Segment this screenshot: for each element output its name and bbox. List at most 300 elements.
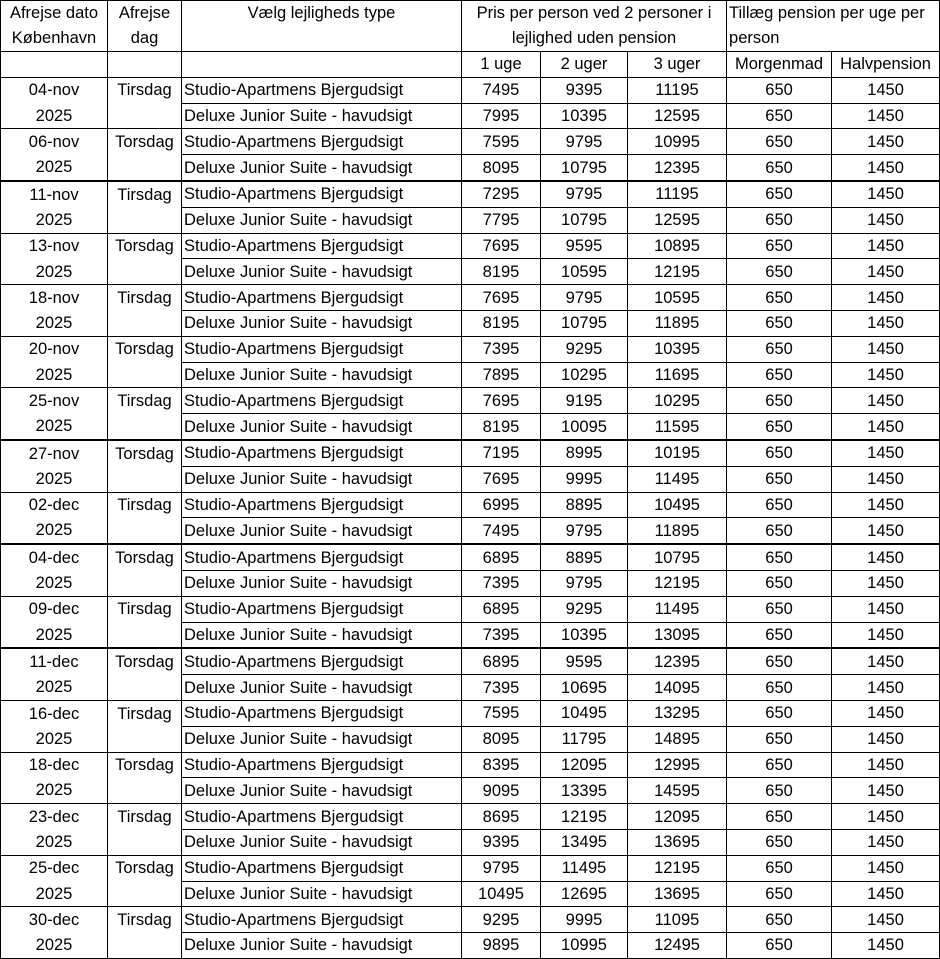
table-row: [1, 207, 940, 233]
price-week3-cell: 10995: [628, 129, 727, 155]
halfboard-cell: 1450: [832, 855, 940, 881]
breakfast-cell: 650: [727, 907, 832, 933]
header-departure-date: Afrejse dato København: [1, 1, 108, 52]
date-cell: 04-nov: [1, 77, 108, 103]
price-week3-cell: 11595: [628, 414, 727, 440]
price-week2-cell: 10695: [541, 675, 628, 701]
table-row: [1, 440, 940, 466]
apartment-type-cell: Studio-Apartmens Bjergudsigt: [182, 907, 462, 933]
price-week2-cell: 10795: [541, 155, 628, 181]
price-week1-cell: 6995: [462, 492, 541, 518]
year-cell: 2025: [1, 207, 108, 233]
price-week2-cell: 12195: [541, 804, 628, 830]
table-row: [1, 648, 940, 674]
halfboard-cell: 1450: [832, 310, 940, 336]
price-week3-cell: 11495: [628, 596, 727, 622]
breakfast-cell: 650: [727, 752, 832, 778]
day-cell: Tirsdag: [108, 181, 182, 207]
price-week1-cell: 7795: [462, 207, 541, 233]
apartment-type-cell: Studio-Apartmens Bjergudsigt: [182, 181, 462, 207]
year-cell: 2025: [1, 829, 108, 855]
price-week1-cell: 7595: [462, 700, 541, 726]
date-cell: 13-nov: [1, 233, 108, 259]
year-cell: 2025: [1, 675, 108, 701]
day-cell: Torsdag: [108, 648, 182, 674]
price-week3-cell: 12495: [628, 933, 727, 959]
table-row: [1, 492, 940, 518]
price-week2-cell: 9795: [541, 181, 628, 207]
table-row: [1, 388, 940, 414]
breakfast-cell: 650: [727, 518, 832, 544]
table-body: [1, 77, 940, 958]
apartment-type-cell: Studio-Apartmens Bjergudsigt: [182, 855, 462, 881]
apartment-type-cell: Deluxe Junior Suite - havudsigt: [182, 466, 462, 492]
breakfast-cell: 650: [727, 778, 832, 804]
price-week1-cell: 8195: [462, 259, 541, 285]
halfboard-cell: 1450: [832, 933, 940, 959]
apartment-type-cell: Deluxe Junior Suite - havudsigt: [182, 933, 462, 959]
price-week1-cell: 7395: [462, 675, 541, 701]
header-empty-3: [182, 52, 462, 78]
price-week1-cell: 6895: [462, 596, 541, 622]
table-row: [1, 285, 940, 311]
date-cell: 25-dec: [1, 855, 108, 881]
breakfast-cell: 650: [727, 129, 832, 155]
header-week-1: 1 uge: [462, 52, 541, 78]
day-empty-cell: [108, 518, 182, 544]
price-week1-cell: 8395: [462, 752, 541, 778]
price-week2-cell: 9595: [541, 648, 628, 674]
price-week3-cell: 14095: [628, 675, 727, 701]
year-cell: 2025: [1, 466, 108, 492]
apartment-type-cell: Studio-Apartmens Bjergudsigt: [182, 336, 462, 362]
price-week1-cell: 9295: [462, 907, 541, 933]
year-cell: 2025: [1, 778, 108, 804]
halfboard-cell: 1450: [832, 778, 940, 804]
breakfast-cell: 650: [727, 570, 832, 596]
price-week3-cell: 10495: [628, 492, 727, 518]
day-cell: Torsdag: [108, 129, 182, 155]
price-week1-cell: 7395: [462, 570, 541, 596]
price-week3-cell: 13295: [628, 700, 727, 726]
price-week3-cell: 12195: [628, 570, 727, 596]
price-week2-cell: 10595: [541, 259, 628, 285]
date-cell: 23-dec: [1, 804, 108, 830]
date-cell: 30-dec: [1, 907, 108, 933]
breakfast-cell: 650: [727, 440, 832, 466]
price-week1-cell: 9395: [462, 829, 541, 855]
header-pension-group: Tillæg pension per uge per person: [727, 1, 940, 52]
table-row: [1, 259, 940, 285]
date-cell: 16-dec: [1, 700, 108, 726]
price-week1-cell: 8195: [462, 414, 541, 440]
table-row: [1, 544, 940, 570]
price-week3-cell: 14595: [628, 778, 727, 804]
day-empty-cell: [108, 103, 182, 129]
halfboard-cell: 1450: [832, 700, 940, 726]
apartment-type-cell: Studio-Apartmens Bjergudsigt: [182, 596, 462, 622]
table-row: [1, 466, 940, 492]
date-cell: 09-dec: [1, 596, 108, 622]
apartment-type-cell: Studio-Apartmens Bjergudsigt: [182, 388, 462, 414]
price-week1-cell: 6895: [462, 648, 541, 674]
day-cell: Torsdag: [108, 440, 182, 466]
price-week3-cell: 12195: [628, 259, 727, 285]
price-week3-cell: 11895: [628, 310, 727, 336]
breakfast-cell: 650: [727, 829, 832, 855]
halfboard-cell: 1450: [832, 726, 940, 752]
day-empty-cell: [108, 207, 182, 233]
day-cell: Tirsdag: [108, 700, 182, 726]
halfboard-cell: 1450: [832, 492, 940, 518]
table-row: [1, 181, 940, 207]
date-cell: 20-nov: [1, 336, 108, 362]
price-week1-cell: 7895: [462, 362, 541, 388]
price-week3-cell: 14895: [628, 726, 727, 752]
date-cell: 02-dec: [1, 492, 108, 518]
day-empty-cell: [108, 362, 182, 388]
day-empty-cell: [108, 829, 182, 855]
day-empty-cell: [108, 726, 182, 752]
price-week3-cell: 10195: [628, 440, 727, 466]
price-week2-cell: 12695: [541, 881, 628, 907]
table-row: [1, 129, 940, 155]
table-row: [1, 829, 940, 855]
breakfast-cell: 650: [727, 155, 832, 181]
breakfast-cell: 650: [727, 466, 832, 492]
apartment-type-cell: Studio-Apartmens Bjergudsigt: [182, 233, 462, 259]
breakfast-cell: 650: [727, 700, 832, 726]
apartment-type-cell: Studio-Apartmens Bjergudsigt: [182, 77, 462, 103]
date-cell: 11-nov: [1, 181, 108, 207]
price-week3-cell: 12595: [628, 207, 727, 233]
price-week2-cell: 9795: [541, 129, 628, 155]
price-week2-cell: 11795: [541, 726, 628, 752]
table-row: [1, 596, 940, 622]
halfboard-cell: 1450: [832, 103, 940, 129]
price-week3-cell: 13695: [628, 829, 727, 855]
price-week3-cell: 11195: [628, 77, 727, 103]
price-week2-cell: 9795: [541, 518, 628, 544]
breakfast-cell: 650: [727, 310, 832, 336]
day-empty-cell: [108, 310, 182, 336]
breakfast-cell: 650: [727, 259, 832, 285]
apartment-type-cell: Deluxe Junior Suite - havudsigt: [182, 622, 462, 648]
price-week2-cell: 9195: [541, 388, 628, 414]
price-week3-cell: 10595: [628, 285, 727, 311]
price-week2-cell: 10095: [541, 414, 628, 440]
header-row-2: [1, 52, 940, 78]
table-row: [1, 622, 940, 648]
price-week1-cell: 7395: [462, 622, 541, 648]
breakfast-cell: 650: [727, 726, 832, 752]
price-week2-cell: 8995: [541, 440, 628, 466]
breakfast-cell: 650: [727, 881, 832, 907]
day-cell: Tirsdag: [108, 285, 182, 311]
halfboard-cell: 1450: [832, 544, 940, 570]
table-row: [1, 310, 940, 336]
price-week3-cell: 10795: [628, 544, 727, 570]
breakfast-cell: 650: [727, 933, 832, 959]
apartment-type-cell: Studio-Apartmens Bjergudsigt: [182, 440, 462, 466]
day-empty-cell: [108, 414, 182, 440]
price-week3-cell: 11195: [628, 181, 727, 207]
apartment-type-cell: Deluxe Junior Suite - havudsigt: [182, 829, 462, 855]
price-week3-cell: 13095: [628, 622, 727, 648]
table-row: [1, 778, 940, 804]
table-row: [1, 362, 940, 388]
day-cell: Tirsdag: [108, 77, 182, 103]
price-week2-cell: 10295: [541, 362, 628, 388]
price-week1-cell: 9795: [462, 855, 541, 881]
price-week2-cell: 13395: [541, 778, 628, 804]
halfboard-cell: 1450: [832, 675, 940, 701]
price-week3-cell: 12595: [628, 103, 727, 129]
day-cell: Torsdag: [108, 544, 182, 570]
year-cell: 2025: [1, 881, 108, 907]
price-week1-cell: 8095: [462, 726, 541, 752]
price-week2-cell: 8895: [541, 492, 628, 518]
header-halfboard: Halvpension: [832, 52, 940, 78]
price-week1-cell: 8095: [462, 155, 541, 181]
price-week2-cell: 11495: [541, 855, 628, 881]
breakfast-cell: 650: [727, 362, 832, 388]
price-week1-cell: 7695: [462, 466, 541, 492]
date-cell: 25-nov: [1, 388, 108, 414]
price-week1-cell: 7695: [462, 285, 541, 311]
price-week3-cell: 13695: [628, 881, 727, 907]
apartment-type-cell: Deluxe Junior Suite - havudsigt: [182, 881, 462, 907]
apartment-type-cell: Deluxe Junior Suite - havudsigt: [182, 518, 462, 544]
date-cell: 06-nov: [1, 129, 108, 155]
apartment-type-cell: Deluxe Junior Suite - havudsigt: [182, 570, 462, 596]
halfboard-cell: 1450: [832, 155, 940, 181]
price-week1-cell: 8195: [462, 310, 541, 336]
price-week1-cell: 9095: [462, 778, 541, 804]
table-row: [1, 155, 940, 181]
price-week2-cell: 9795: [541, 285, 628, 311]
breakfast-cell: 650: [727, 207, 832, 233]
date-cell: 04-dec: [1, 544, 108, 570]
price-week2-cell: 10395: [541, 622, 628, 648]
halfboard-cell: 1450: [832, 596, 940, 622]
table-row: [1, 233, 940, 259]
price-week2-cell: 9995: [541, 466, 628, 492]
halfboard-cell: 1450: [832, 570, 940, 596]
table-row: [1, 518, 940, 544]
date-cell: 18-nov: [1, 285, 108, 311]
year-cell: 2025: [1, 570, 108, 596]
day-empty-cell: [108, 155, 182, 181]
date-cell: 18-dec: [1, 752, 108, 778]
price-week1-cell: 7295: [462, 181, 541, 207]
halfboard-cell: 1450: [832, 77, 940, 103]
price-week3-cell: 12995: [628, 752, 727, 778]
table-row: [1, 414, 940, 440]
apartment-type-cell: Studio-Apartmens Bjergudsigt: [182, 129, 462, 155]
price-week2-cell: 9295: [541, 336, 628, 362]
day-empty-cell: [108, 675, 182, 701]
apartment-type-cell: Studio-Apartmens Bjergudsigt: [182, 492, 462, 518]
table-row: [1, 570, 940, 596]
breakfast-cell: 650: [727, 336, 832, 362]
price-week2-cell: 9995: [541, 907, 628, 933]
table-row: [1, 77, 940, 103]
breakfast-cell: 650: [727, 233, 832, 259]
table-row: [1, 907, 940, 933]
day-cell: Tirsdag: [108, 388, 182, 414]
halfboard-cell: 1450: [832, 362, 940, 388]
breakfast-cell: 650: [727, 181, 832, 207]
price-week2-cell: 9795: [541, 570, 628, 596]
halfboard-cell: 1450: [832, 466, 940, 492]
header-price-group: Pris per person ved 2 personer i lejlighed uden pension: [462, 1, 727, 52]
halfboard-cell: 1450: [832, 414, 940, 440]
apartment-type-cell: Deluxe Junior Suite - havudsigt: [182, 778, 462, 804]
price-week1-cell: 10495: [462, 881, 541, 907]
breakfast-cell: 650: [727, 804, 832, 830]
table-row: [1, 752, 940, 778]
price-week2-cell: 10495: [541, 700, 628, 726]
header-week-2: 2 uger: [541, 52, 628, 78]
price-week3-cell: 11895: [628, 518, 727, 544]
table-row: [1, 675, 940, 701]
year-cell: 2025: [1, 155, 108, 181]
table-row: [1, 804, 940, 830]
halfboard-cell: 1450: [832, 622, 940, 648]
header-apartment-type: Vælg lejligheds type: [182, 1, 462, 52]
apartment-type-cell: Deluxe Junior Suite - havudsigt: [182, 310, 462, 336]
price-week1-cell: 7695: [462, 233, 541, 259]
year-cell: 2025: [1, 622, 108, 648]
price-week2-cell: 9395: [541, 77, 628, 103]
header-empty-2: [108, 52, 182, 78]
halfboard-cell: 1450: [832, 207, 940, 233]
apartment-type-cell: Studio-Apartmens Bjergudsigt: [182, 285, 462, 311]
breakfast-cell: 650: [727, 648, 832, 674]
apartment-type-cell: Deluxe Junior Suite - havudsigt: [182, 726, 462, 752]
header-breakfast: Morgenmad: [727, 52, 832, 78]
price-week3-cell: 10295: [628, 388, 727, 414]
day-empty-cell: [108, 466, 182, 492]
year-cell: 2025: [1, 933, 108, 959]
price-week1-cell: 7195: [462, 440, 541, 466]
price-week1-cell: 7695: [462, 388, 541, 414]
price-week2-cell: 9595: [541, 233, 628, 259]
apartment-type-cell: Studio-Apartmens Bjergudsigt: [182, 804, 462, 830]
halfboard-cell: 1450: [832, 829, 940, 855]
apartment-type-cell: Deluxe Junior Suite - havudsigt: [182, 414, 462, 440]
table-row: [1, 855, 940, 881]
halfboard-cell: 1450: [832, 285, 940, 311]
apartment-type-cell: Studio-Apartmens Bjergudsigt: [182, 648, 462, 674]
price-week3-cell: 12095: [628, 804, 727, 830]
apartment-type-cell: Studio-Apartmens Bjergudsigt: [182, 752, 462, 778]
apartment-type-cell: Deluxe Junior Suite - havudsigt: [182, 155, 462, 181]
apartment-type-cell: Deluxe Junior Suite - havudsigt: [182, 362, 462, 388]
header-week-3: 3 uger: [628, 52, 727, 78]
price-week2-cell: 8895: [541, 544, 628, 570]
table-row: [1, 103, 940, 129]
table-row: [1, 881, 940, 907]
halfboard-cell: 1450: [832, 181, 940, 207]
price-week3-cell: 10895: [628, 233, 727, 259]
price-week3-cell: 11495: [628, 466, 727, 492]
day-empty-cell: [108, 881, 182, 907]
day-cell: Torsdag: [108, 336, 182, 362]
price-week1-cell: 7395: [462, 336, 541, 362]
year-cell: 2025: [1, 362, 108, 388]
table-row: [1, 726, 940, 752]
apartment-type-cell: Deluxe Junior Suite - havudsigt: [182, 675, 462, 701]
price-week2-cell: 13495: [541, 829, 628, 855]
price-week3-cell: 10395: [628, 336, 727, 362]
date-cell: 11-dec: [1, 648, 108, 674]
breakfast-cell: 650: [727, 544, 832, 570]
day-cell: Torsdag: [108, 752, 182, 778]
halfboard-cell: 1450: [832, 233, 940, 259]
breakfast-cell: 650: [727, 675, 832, 701]
price-week2-cell: 9295: [541, 596, 628, 622]
price-week2-cell: 10995: [541, 933, 628, 959]
table-row: [1, 700, 940, 726]
apartment-type-cell: Deluxe Junior Suite - havudsigt: [182, 259, 462, 285]
halfboard-cell: 1450: [832, 881, 940, 907]
price-week1-cell: 9895: [462, 933, 541, 959]
header-empty-1: [1, 52, 108, 78]
breakfast-cell: 650: [727, 103, 832, 129]
halfboard-cell: 1450: [832, 518, 940, 544]
breakfast-cell: 650: [727, 622, 832, 648]
day-empty-cell: [108, 259, 182, 285]
halfboard-cell: 1450: [832, 129, 940, 155]
table-row: [1, 336, 940, 362]
year-cell: 2025: [1, 726, 108, 752]
year-cell: 2025: [1, 414, 108, 440]
price-week3-cell: 12395: [628, 155, 727, 181]
halfboard-cell: 1450: [832, 336, 940, 362]
price-week1-cell: 8695: [462, 804, 541, 830]
day-empty-cell: [108, 622, 182, 648]
apartment-type-cell: Deluxe Junior Suite - havudsigt: [182, 207, 462, 233]
price-week3-cell: 11095: [628, 907, 727, 933]
day-cell: Tirsdag: [108, 492, 182, 518]
halfboard-cell: 1450: [832, 648, 940, 674]
day-cell: Tirsdag: [108, 907, 182, 933]
breakfast-cell: 650: [727, 388, 832, 414]
header-departure-day: Afrejse dag: [108, 1, 182, 52]
price-week1-cell: 7495: [462, 77, 541, 103]
date-cell: 27-nov: [1, 440, 108, 466]
price-week2-cell: 12095: [541, 752, 628, 778]
breakfast-cell: 650: [727, 285, 832, 311]
halfboard-cell: 1450: [832, 907, 940, 933]
price-week3-cell: 12195: [628, 855, 727, 881]
breakfast-cell: 650: [727, 855, 832, 881]
halfboard-cell: 1450: [832, 259, 940, 285]
day-empty-cell: [108, 778, 182, 804]
price-week1-cell: 7495: [462, 518, 541, 544]
price-week3-cell: 11695: [628, 362, 727, 388]
breakfast-cell: 650: [727, 596, 832, 622]
price-week3-cell: 12395: [628, 648, 727, 674]
price-week1-cell: 6895: [462, 544, 541, 570]
year-cell: 2025: [1, 259, 108, 285]
price-week1-cell: 7995: [462, 103, 541, 129]
apartment-type-cell: Deluxe Junior Suite - havudsigt: [182, 103, 462, 129]
year-cell: 2025: [1, 103, 108, 129]
day-empty-cell: [108, 570, 182, 596]
